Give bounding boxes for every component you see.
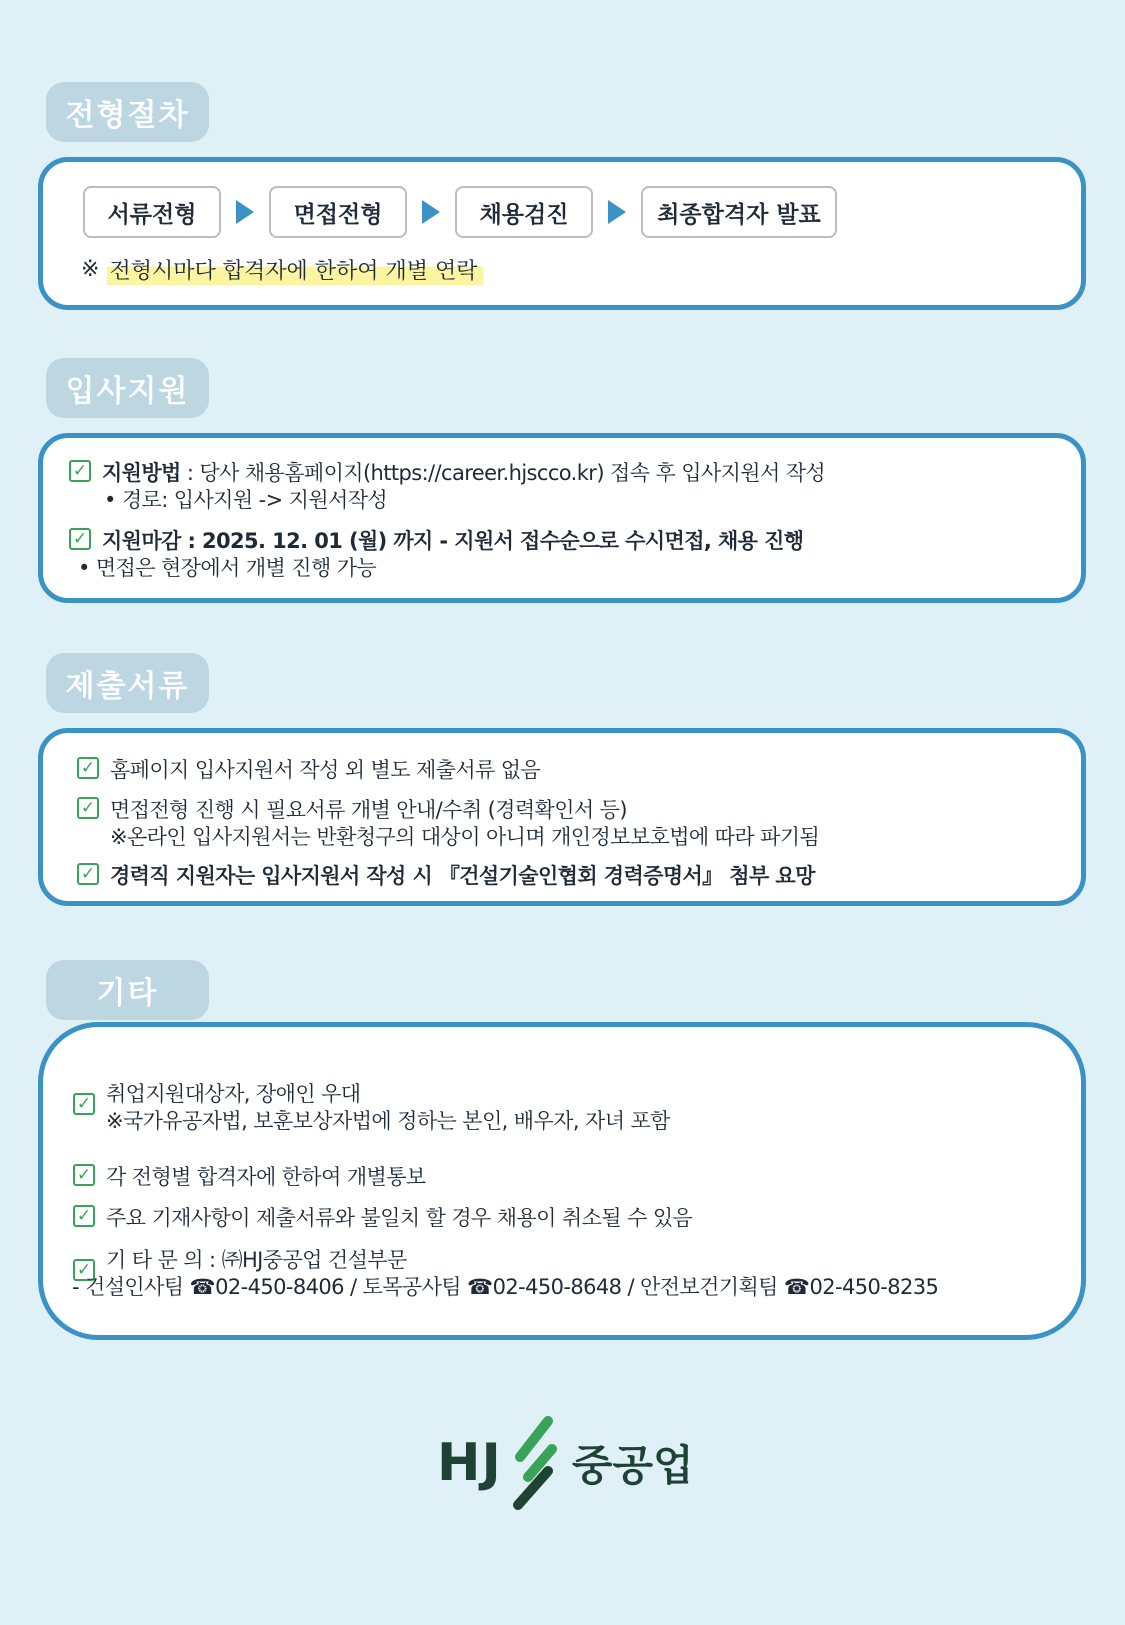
logo-slash-icon bbox=[508, 1415, 560, 1511]
apply-deadline-label: 지원마감 bbox=[102, 529, 181, 553]
checkbox-icon: ✓ bbox=[69, 528, 91, 550]
checkbox-icon: ✓ bbox=[77, 797, 99, 819]
checkbox-icon: ✓ bbox=[73, 1259, 95, 1281]
section-title-documents: 제출서류 bbox=[46, 653, 209, 713]
documents-item-1 bbox=[77, 757, 540, 784]
documents-item-1-text: 홈페이지 입사지원서 작성 외 별도 제출서류 없음 bbox=[110, 758, 541, 782]
etc-item-3-text: 주요 기재사항이 제출서류와 불일치 할 경우 채용이 취소될 수 있음 bbox=[106, 1206, 693, 1230]
apply-box bbox=[38, 433, 1086, 603]
etc-item-2 bbox=[73, 1164, 426, 1191]
documents-item-2 bbox=[77, 797, 819, 851]
logo-latin-text: HJ bbox=[437, 1433, 502, 1493]
step-interview: 면접전형 bbox=[269, 186, 407, 238]
etc-box bbox=[38, 1022, 1086, 1340]
section-title-etc: 기타 bbox=[46, 960, 209, 1020]
company-logo bbox=[437, 1415, 694, 1511]
process-steps bbox=[83, 186, 837, 238]
checkbox-icon: ✓ bbox=[73, 1205, 95, 1227]
note-mark: ※ bbox=[81, 257, 100, 282]
step-health-check: 채용검진 bbox=[455, 186, 593, 238]
checkbox-icon: ✓ bbox=[73, 1093, 95, 1115]
process-note bbox=[81, 254, 483, 285]
documents-item-2-sub: ※온라인 입사지원서는 반환청구의 대상이 아니며 개인정보보호법에 따라 파기됨 bbox=[110, 825, 820, 849]
process-box bbox=[38, 157, 1086, 310]
apply-deadline-item bbox=[69, 528, 803, 582]
documents-item-2-text: 면접전형 진행 시 필요서류 개별 안내/수취 (경력확인서 등) bbox=[110, 798, 627, 822]
etc-item-2-text: 각 전형별 합격자에 한하여 개별통보 bbox=[106, 1165, 426, 1189]
checkbox-icon: ✓ bbox=[69, 460, 91, 482]
apply-method-sub: • 경로: 입사지원 -> 지원서작성 bbox=[104, 488, 388, 512]
etc-item-3 bbox=[73, 1205, 692, 1232]
documents-item-3 bbox=[77, 863, 815, 890]
logo-korean-text: 중공업 bbox=[571, 1441, 694, 1490]
documents-item-3-text: 경력직 지원자는 입사지원서 작성 시 『건설기술인협회 경력증명서』 첨부 요망 bbox=[110, 864, 815, 888]
step-final-announcement: 최종합격자 발표 bbox=[641, 186, 837, 238]
section-title-process: 전형절차 bbox=[46, 82, 209, 142]
etc-item-4-sub: - 건설인사팀 ☎02-450-8406 / 토목공사팀 ☎02-450-8648 / 안전보건기획팀 ☎02-450-8235 bbox=[72, 1275, 939, 1299]
documents-box bbox=[38, 728, 1086, 906]
checkbox-icon: ✓ bbox=[77, 863, 99, 885]
apply-method-label: 지원방법 bbox=[102, 461, 181, 485]
arrow-right-icon bbox=[422, 200, 440, 224]
arrow-right-icon bbox=[236, 200, 254, 224]
checkbox-icon: ✓ bbox=[77, 757, 99, 779]
step-document-screening: 서류전형 bbox=[83, 186, 221, 238]
apply-method-item bbox=[69, 460, 825, 514]
etc-item-1 bbox=[73, 1081, 670, 1135]
apply-deadline-text: : 2025. 12. 01 (월) 까지 - 지원서 접수순으로 수시면접, 채용 진행 bbox=[180, 529, 804, 553]
checkbox-icon: ✓ bbox=[73, 1164, 95, 1186]
etc-item-4-text: 기 타 문 의 : ㈜HJ중공업 건설부문 bbox=[106, 1248, 407, 1272]
note-text: 전형시마다 합격자에 한하여 개별 연락 bbox=[107, 254, 483, 285]
etc-item-1-text: 취업지원대상자, 장애인 우대 bbox=[106, 1082, 361, 1106]
etc-item-1-sub: ※국가유공자법, 보훈보상자법에 정하는 본인, 배우자, 자녀 포함 bbox=[106, 1109, 670, 1133]
section-title-apply: 입사지원 bbox=[46, 358, 209, 418]
apply-method-text: : 당사 채용홈페이지(https://career.hjscco.kr) 접속 후 입사지원서 작성 bbox=[180, 461, 826, 485]
apply-deadline-sub: • 면접은 현장에서 개별 진행 가능 bbox=[78, 556, 377, 580]
etc-item-4 bbox=[73, 1247, 938, 1301]
arrow-right-icon bbox=[608, 200, 626, 224]
